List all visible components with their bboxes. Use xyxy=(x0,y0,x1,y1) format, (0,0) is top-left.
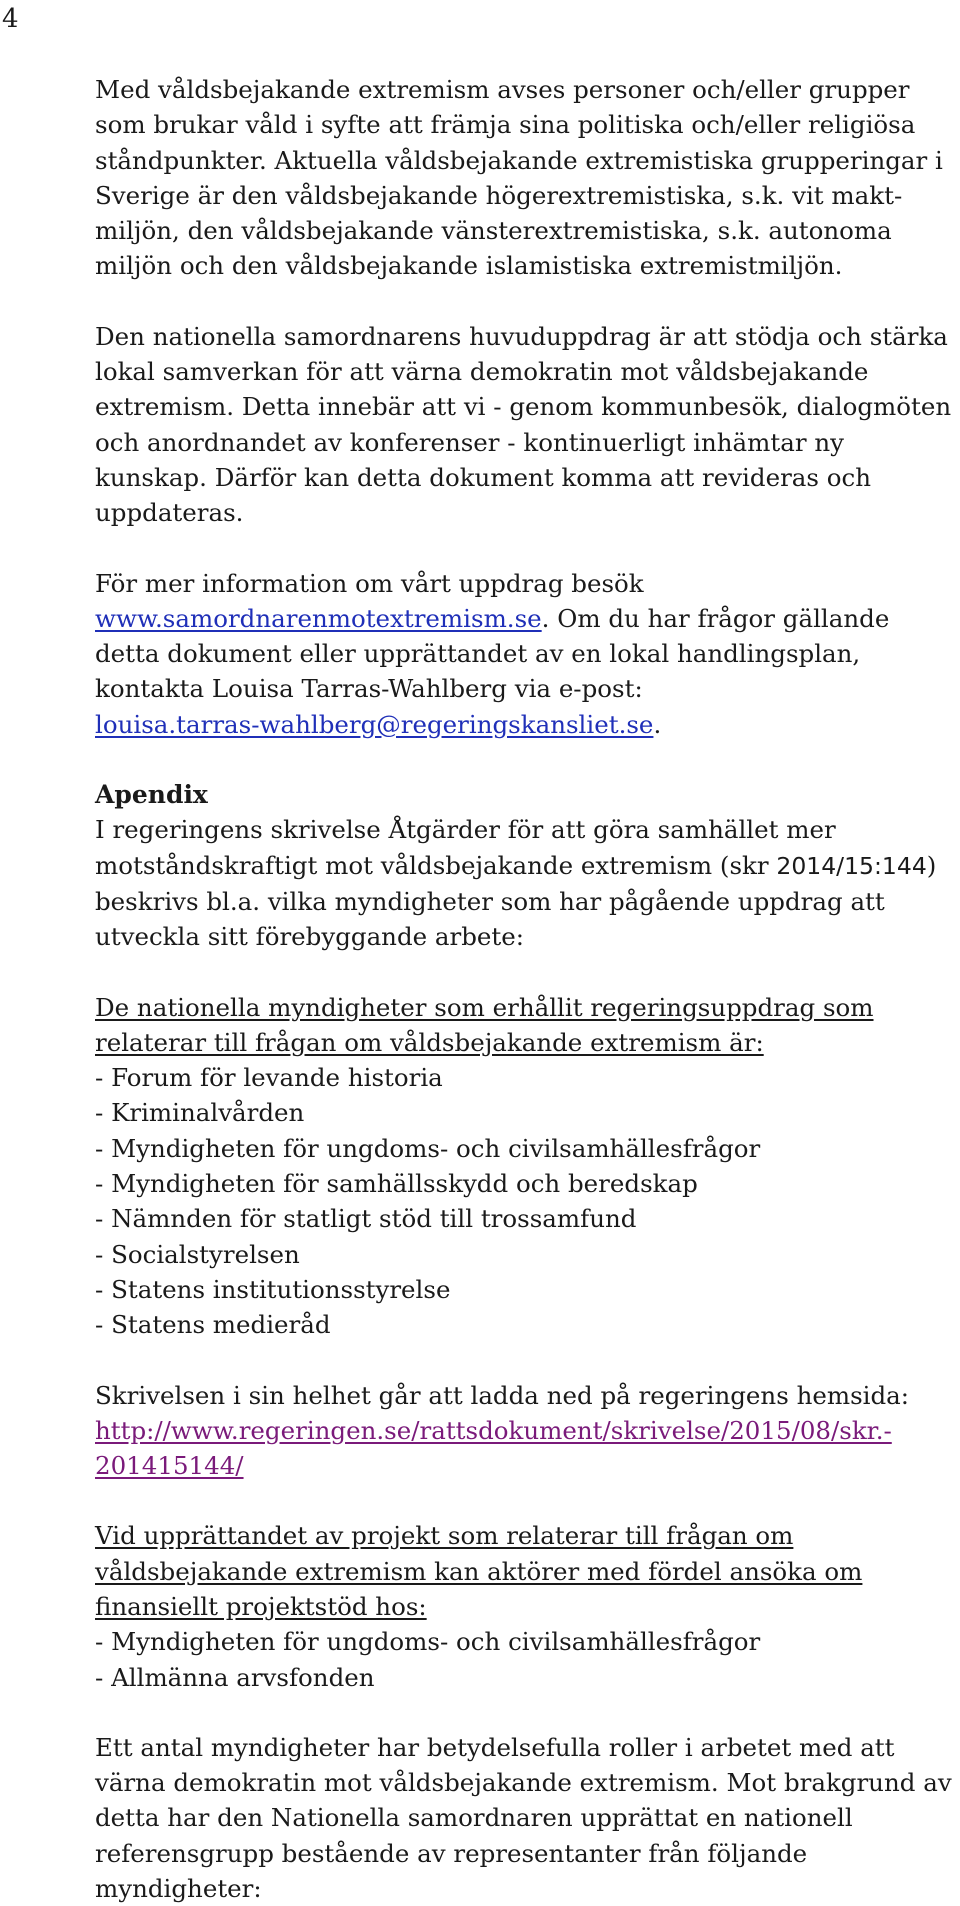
closing-paragraph: Ett antal myndigheter har betydelsefulla roller i arbetet med att värna demokratin mot våldsbejakande extremism. Mot brakgrund av detta har den Nationella samordnaren upprättat en nationell referensgrupp bestående av representanter från följande myndigheter: xyxy=(95,1732,952,1904)
government-document-link-continued[interactable]: 201415144/ xyxy=(95,1451,244,1481)
email-link[interactable]: louisa.tarras-wahlberg@regeringskansliet.se xyxy=(95,709,654,739)
apendix-paragraph xyxy=(95,812,955,954)
list-item: - Nämnden för statligt stöd till trossamfund xyxy=(95,1201,955,1236)
list-item: - Myndigheten för ungdoms- och civilsamhällesfrågor xyxy=(95,1624,955,1659)
info-paragraph xyxy=(95,566,955,742)
list-item: - Myndigheten för samhällsskydd och beredskap xyxy=(95,1166,955,1201)
page-number: 4 xyxy=(2,4,19,34)
apendix-text-after-ref: ) beskrivs bl.a. vilka myndigheter som har pågående uppdrag att utveckla sitt förebyggande arbete: xyxy=(95,850,937,952)
list-item: - Myndigheten för ungdoms- och civilsamhällesfrågor xyxy=(95,1131,955,1166)
list-item: - Kriminalvården xyxy=(95,1095,955,1130)
funding-heading: Vid upprättandet av projekt som relaterar till frågan om våldsbejakande extremism kan aktörer med fördel ansöka om finansiellt projektstöd hos: xyxy=(95,1521,863,1621)
download-text: Skrivelsen i sin helhet går att ladda ned på regeringens hemsida: xyxy=(95,1380,910,1410)
website-link[interactable]: www.samordnarenmotextremism.se xyxy=(95,603,542,633)
list-item: - Statens medieråd xyxy=(95,1307,955,1342)
info-end-text: . xyxy=(653,709,662,739)
authorities-list xyxy=(95,1060,955,1342)
apendix-heading: Apendix xyxy=(95,780,208,810)
authorities-heading: De nationella myndigheter som erhållit regeringsuppdrag som relaterar till frågan om våldsbejakande extremism är: xyxy=(95,992,874,1057)
info-middle-text: . Om du har frågor gällande detta dokument eller upprättandet av en lokal handlingsplan, kontakta Louisa Tarras-Wahlberg via e-post: xyxy=(95,603,890,704)
download-link-block xyxy=(95,1413,955,1484)
list-item: - Forum för levande historia xyxy=(95,1060,955,1095)
list-item: - Allmänna arvsfonden xyxy=(95,1660,955,1695)
intro-paragraph-extremism-definition: Med våldsbejakande extremism avses personer och/eller grupper som brukar våld i syfte att främja sina politiska och/eller religiösa ståndpunkter. Aktuella våldsbejakande extremistiska grupperingar i Sverige är den våldsbejakande högerextremistiska, s.k. vit makt-miljön, den våldsbejakande vänsterextremistiska, s.k. autonoma miljön och den våldsbejakande islamistiska extremistmiljön. xyxy=(95,75,943,281)
info-lead-text: För mer information om vårt uppdrag besök xyxy=(95,568,644,598)
apendix-ref: 2014/15:144 xyxy=(776,851,927,880)
list-item: - Socialstyrelsen xyxy=(95,1237,955,1272)
apendix-text-before-ref: I regeringens skrivelse Åtgärder för att göra samhället mer motståndskraftigt mot våldsbejakande extremism (skr xyxy=(95,815,836,880)
list-item: - Statens institutionsstyrelse xyxy=(95,1272,955,1307)
document-body xyxy=(95,72,955,1906)
funding-list xyxy=(95,1624,955,1695)
government-document-link[interactable]: http://www.regeringen.se/rattsdokument/skrivelse/2015/08/skr.- xyxy=(95,1415,892,1445)
intro-paragraph-mission: Den nationella samordnarens huvuduppdrag är att stödja och stärka lokal samverkan för att värna demokratin mot våldsbejakande extremism. Detta innebär att vi - genom kommunbesök, dialogmöten och anordnandet av konferenser - kontinuerligt inhämtar ny kunskap. Därför kan detta dokument komma att revideras och uppdateras. xyxy=(95,321,952,528)
